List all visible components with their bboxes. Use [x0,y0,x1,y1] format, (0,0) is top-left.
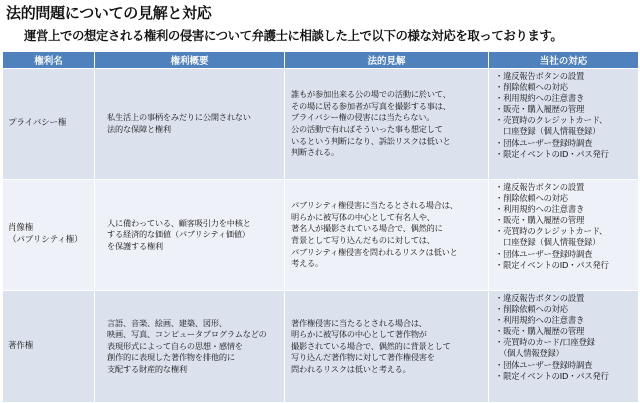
response-item: 口座登録（個人情報登録） [495,237,601,248]
response-item: ・売買時のカード/口座登録 [495,337,595,348]
table-row-privacy [3,69,639,180]
legal-opinion-cell [285,291,489,403]
response-item: ・販売・購入履歴の管理 [495,215,585,226]
opinion-line: 誰もが参加出来る公の場での活動に於いて、 [291,89,451,100]
overview-line: 私生活上の事柄をみだりに公開されない [107,112,251,123]
response-item: ・違反報告ボタンの設置 [495,293,585,303]
response-item: ・売買時のクレジットカード、 [495,226,608,237]
page-subtitle: 運営上での想定される権利の侵害について弁護士に相談した上で以下の様な対応を取っております。 [24,28,563,43]
opinion-line: 撮影されている場合で、偶然的に背景として [291,340,451,351]
response-item: ・団体ユーザー登録時調査 [495,359,593,370]
overview-line: する経済的な価値（パブリシティ価値） [107,229,250,240]
opinion-line: 判断される。 [291,147,339,158]
table-row-copyright [3,291,639,403]
response-item: ・限定イベントのID・パス発行 [495,370,609,381]
right-overview-cell [95,69,285,180]
table-header-row [3,52,639,69]
response-item: （個人情報登録） [495,348,564,359]
header-right-name: 権利名 [3,52,95,69]
opinion-line: パブリシティ権侵害に当たるとされる場合は、 [291,200,458,211]
response-item: ・利用規約への注意書き [495,204,585,215]
overview-line: を保護する権利 [107,240,163,251]
overview-line: 法的な保障と権利 [107,124,171,134]
response-item: ・限定イベントのID・パス発行 [495,148,609,159]
legal-issues-table [2,51,639,403]
company-response-cell [489,180,639,291]
opinion-line: 著作権侵害に当たるとされる場合は、 [291,317,427,328]
table-row-portrait [3,180,639,291]
response-item: ・削除依頼への対応 [495,82,568,93]
opinion-line: 明らかに被写体の中心として有名人や、 [291,211,435,222]
overview-line: 人に備わっている、顧客吸引力を中核と [107,217,251,228]
right-name-line: プライバシー権 [8,118,67,129]
response-item: 口座登録（個人情報登録） [495,126,601,137]
opinion-line: 公の活動で有ればそういった事も想定して [291,124,443,134]
response-item: ・削除依頼への対応 [495,304,568,315]
response-item: ・団体ユーザー登録時調査 [495,137,593,148]
company-response-cell [489,69,639,180]
overview-line: 言語、音楽、絵画、建築、図形、 [107,317,227,328]
response-item: ・違反報告ボタンの設置 [495,71,585,81]
opinion-line: 背景として写り込んだものに対しては、 [291,235,435,245]
opinion-line: その場に居る参加者が写真を撮影する事は、 [291,100,451,111]
right-name-cell [3,69,95,180]
right-name-line: 著作権 [8,340,34,351]
opinion-line: パブリシティ権侵害を問われるリスクは低いと [291,246,458,257]
opinion-line: 著名人が撮影されている場合で、偶然的に [291,223,443,234]
opinion-line: 考える。 [291,258,323,269]
opinion-line: プライバシー権の侵害には当たらない。 [291,112,435,123]
right-overview-cell [95,291,285,403]
opinion-line: 明らかに被写体の中心として著作物が [291,329,427,340]
page-title: 法的問題についての見解と対応 [6,4,212,22]
opinion-line: 問われるリスクは低いと考える。 [291,363,411,374]
opinion-line: 写り込んだ著作物に対して著作権侵害を [291,352,435,363]
response-item: ・売買時のクレジットカード、 [495,115,608,126]
right-name-line: （パブリシティ権） [8,235,83,245]
response-item: ・販売・購入履歴の管理 [495,326,585,337]
overview-line: 支配する財産的な権利 [107,363,187,374]
response-item: ・削除依頼への対応 [495,193,568,204]
response-item: ・違反報告ボタンの設置 [495,182,585,192]
response-item: ・限定イベントのID・パス発行 [495,259,609,270]
legal-opinion-cell [285,180,489,291]
opinion-line: いるという判断になり、訴訟リスクは低いと [291,135,451,146]
right-name-cell [3,291,95,403]
response-item: ・団体ユーザー登録時調査 [495,248,593,259]
company-response-cell [489,291,639,403]
right-name-line: 肖像権 [8,223,34,234]
legal-opinion-cell [285,69,489,180]
right-name-cell [3,180,95,291]
response-item: ・利用規約への注意書き [495,93,585,104]
response-item: ・販売・購入履歴の管理 [495,104,585,115]
response-item: ・利用規約への注意書き [495,315,585,326]
header-legal-opinion: 法的見解 [285,52,489,69]
overview-line: 創作的に表現した著作物を排他的に [107,352,235,363]
header-company-response: 当社の対応 [489,52,639,69]
overview-line: 表現形式によって自らの思想・感情を [107,340,243,351]
right-overview-cell [95,180,285,291]
overview-line: 映画、写真、コンピュータプログラムなどの [107,329,267,340]
header-right-overview: 権利概要 [95,52,285,69]
